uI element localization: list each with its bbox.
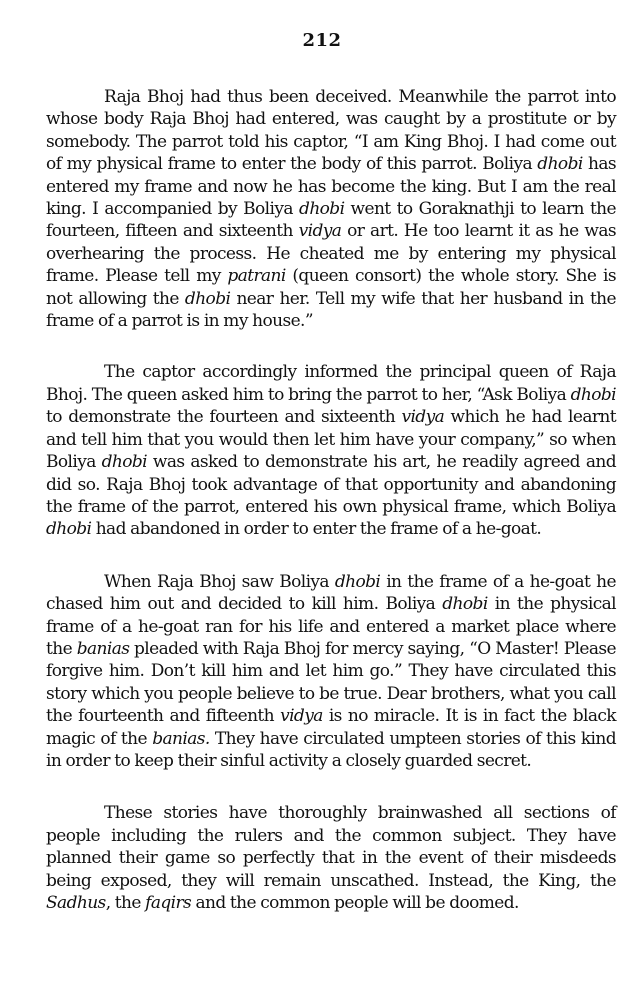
italic-term: Sadhus: [46, 893, 106, 913]
italic-term: dhobi: [184, 288, 231, 309]
paragraph: [46, 571, 616, 773]
italic-term: banias: [76, 638, 130, 659]
italic-term: vidya: [298, 221, 342, 242]
text-run: (queen consort) the whole story. She is not allowing the: [46, 266, 616, 309]
text-run: which he had learnt and tell him that you would then let him have your company,” so when Boliya: [46, 407, 616, 473]
text-run: to demonstrate the fourteen and sixteenth: [46, 407, 402, 428]
italic-term: vidya: [280, 706, 323, 727]
italic-term: vidya: [401, 407, 445, 428]
italic-term: dhobi: [299, 199, 345, 220]
text-run: or art. He too learnt it as he was overhearing the process. He cheated me by entering my physical frame. Please tell my: [46, 221, 616, 287]
italic-term: dhobi: [334, 571, 381, 592]
paragraph: [46, 86, 616, 332]
text-run: These stories have thoroughly brainwashed all sections of people including the rulers and the common subject. They have planned their game so perfectly that in the event of their misdeeds being exposed, they will remain unscathed. Instead, the King, the: [46, 803, 616, 891]
text-run: , the: [105, 893, 146, 913]
italic-term: dhobi: [442, 594, 488, 615]
italic-term: dhobi: [570, 384, 616, 405]
text-run: has entered my frame and now he has become the king. But I am the real king. I accompanied by Boliya: [46, 154, 616, 220]
paragraph: [46, 361, 616, 540]
text-run: Raja Bhoj had thus been deceived. Meanwhile the parrot into whose body Raja Bhoj had entered, was caught by a prostitute or by somebody. The parrot told his captor, “I am King Bhoj. I had come out of my physical frame to enter the body of this parrot. Boliya: [46, 87, 616, 175]
italic-term: dhobi: [46, 519, 92, 540]
text-run: near her. Tell my wife that her husband in the frame of a parrot is in my house.”: [46, 288, 616, 332]
text-run: pleaded with Raja Bhoj for mercy saying, “O Master! Please forgive him. Don’t kill him and let him go.” They have circulated this story which you people believe to be true. Dear brothers, what you call the fourteenth and fifteenth: [46, 638, 616, 727]
body-text: [46, 86, 616, 940]
text-run: They have circulated umpteen stories of this kind in order to keep their sinful activity a closely guarded secret.: [46, 728, 616, 771]
text-run: and the common people will be doomed.: [191, 893, 519, 913]
text-run: The captor accordingly informed the principal queen of Raja Bhoj. The queen asked him to bring the parrot to her, “Ask Boliya: [46, 362, 616, 405]
text-run: had abandoned in order to enter the frame of a he-goat.: [91, 519, 542, 540]
text-run: in the frame of a he-goat he chased him out and decided to kill him. Boliya: [46, 571, 616, 615]
paragraph: [46, 802, 616, 914]
italic-term: dhobi: [537, 154, 583, 175]
page-number: 212: [302, 30, 342, 51]
text-run: was asked to demonstrate his art, he readily agreed and did so. Raja Bhoj took advantage of that opportunity and abandoning the frame of the parrot, entered his own physical frame, which Boliya: [46, 452, 616, 517]
text-run: When Raja Bhoj saw Boliya: [104, 571, 335, 592]
text-run: is no miracle. It is in fact the black magic of the: [46, 706, 617, 749]
italic-term: faqirs: [145, 893, 192, 913]
text-run: in the physical frame of a he-goat ran for his life and entered a market place where the: [46, 594, 616, 659]
italic-term: patrani: [227, 266, 286, 287]
italic-term: banias.: [152, 728, 210, 749]
italic-term: dhobi: [101, 452, 147, 473]
text-run: went to Goraknathji to learn the fourteen, fifteen and sixteenth: [46, 199, 616, 242]
